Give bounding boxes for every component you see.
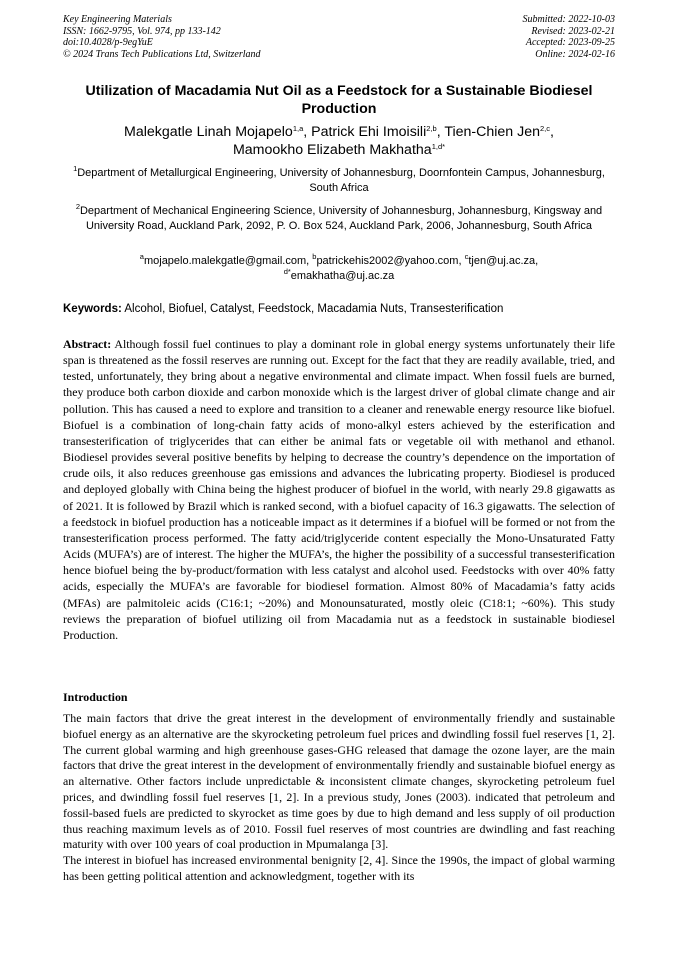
- abstract: [63, 336, 615, 643]
- keywords: [63, 302, 615, 317]
- paragraph: The main factors that drive the great interest in the development of environmentally friendly and sustainable biofuel energy as an alternative are the skyrocketing petroleum fuel prices and dwindling fossil fuel reserves [1, 2]. The current global warming and high greenhouse gases-GHG released that damage the ozone layer, are the main factors that drive the great interest in the development of environmentally friendly and sustainable biofuel energy as an alternative. Other factors include unpredictable & inconsistent climate changes, skyrocketing petroleum fuel prices, and dwindling fossil fuel reserves [1, 2]. In a previous study, Jones (2003). indicated that petroleum and fossil-based fuels are predicted to skyrocket as time goes by due to high demand and less supply of oil production thus reaching maximum levels as of 2010. Fossil fuel reserves of most countries are dwindling and fast reaching maturity with over 100 years of coal production in Mpumalanga [3].: [63, 711, 615, 852]
- author: Patrick Ehi Imoisili$^{2,b}$,: [311, 124, 445, 140]
- journal-info: [63, 14, 261, 60]
- introduction-body: [63, 711, 615, 885]
- revised-date: Revised: 2023-02-21: [531, 25, 615, 37]
- publication-dates: [523, 14, 616, 60]
- doi: doi:10.4028/p-9egYuE: [63, 37, 153, 49]
- abstract-text: Although fossil fuel continues to play a dominant role in global energy systems unfortunately their life span is threatened as the fossil reserves are running out. Except for the fact that they are readily available, tried, and tested, unfortunately, they bring about a negative environmental and climate impact. When fossil fuels are burned, they produce both carbon dioxide and carbon monoxide which is the largest driver of global climate change and air pollution. This has caused a need to explore and transition to a cleaner and renewable energy resource like biofuel. Biofuel is a combination of long-chain fatty acids of mono-alkyl esters achieved by the esterification and transesterification of triglycerides that can either be animal fats or vegetable oil with methanol and ethanol. Biodiesel provides several positive benefits by helping to decrease the country’s dependence on the importation of crude oils, it also reduces greenhouse gas emissions and advances the lubricating property. Biodiesel is produced and deployed globally with China being the highest producer of biofuel in the world, with nearly 29.8 gigawatts as of 2021. It is followed by Brazil which is ranked second, with a biofuel capacity of 16.3 gigawatts. The selection of a feedstock in biofuel production has a noticeable impact as it determines if a biofuel will be formed or not from the transesterification process performed. The fatty acid/triglyceride content especially the Mono-Unsaturated Fatty Acids (MUFA’s) are of interest. The higher the MUFA’s, the higher the possibility of a successful transesterification hence biofuel being the by-product/formation with less catalyst and alcohol used. Feedstocks with over 40% fatty acids, especially the MUFA’s are favorable for biodiesel formation. Almost 80% of Macadamia’s fatty acids (MFAs) are palmitoleic acids (C16:1; ~20%) and Monounsaturated, mostly oleic (C18:1; ~60%). This study reviews the preparation of biofuel utilizing oil from Macadamia nut as a feedstock in sustainable biodiesel Production.: [63, 337, 615, 642]
- email: $^{d*}$emakhatha@uj.ac.za: [283, 266, 395, 282]
- copyright: © 2024 Trans Tech Publications Ltd, Switzerland: [63, 48, 261, 60]
- email: $^b$patrickehis2002@yahoo.com,: [312, 252, 465, 267]
- accepted-date: Accepted: 2023-09-25: [525, 37, 615, 49]
- submitted-date: Submitted: 2022-10-03: [522, 14, 615, 25]
- paper-title: Utilization of Macadamia Nut Oil as a Feedstock for a Sustainable Biodiesel Production: [85, 83, 593, 117]
- online-date: Online: 2024-02-16: [535, 48, 615, 60]
- author: Tien-Chien Jen$^{2,c}$,: [444, 124, 554, 140]
- issn-volume: ISSN: 1662-9795, Vol. 974, pp 133-142: [63, 25, 221, 37]
- author-list: [63, 123, 615, 159]
- paragraph: The interest in biofuel has increased environmental benignity [2, 4]. Since the 1990s, the impact of global warming has been getting political attention and acknowledgment, together with its: [63, 853, 615, 883]
- section-heading-introduction: Introduction: [63, 690, 128, 704]
- keywords-text: Alcohol, Biofuel, Catalyst, Feedstock, Macadamia Nuts, Transesterification: [121, 303, 504, 315]
- author: Malekgatle Linah Mojapelo$^{1,a}$,: [124, 124, 312, 140]
- abstract-label: Abstract:: [63, 337, 112, 351]
- affiliation-1: $^1$Department of Metallurgical Engineering, University of Johannesburg, Doornfontein Campus, Johannesburg, South Africa: [73, 164, 605, 195]
- author-emails: [63, 254, 615, 283]
- keywords-label: Keywords:: [63, 303, 122, 315]
- affiliation-2: $^2$Department of Mechanical Engineering Science, University of Johannesburg, Johannesburg, Kingsway and University Road, Auckland Park, 2092, P. O. Box 524, Auckland Park, 2006, Johannesburg, South Africa: [75, 202, 603, 233]
- journal-name: Key Engineering Materials: [63, 14, 172, 25]
- author: Mamookho Elizabeth Makhatha$^{1,d*}$: [232, 142, 446, 158]
- email: $^c$tjen@uj.ac.za,: [464, 252, 539, 267]
- email: $^a$mojapelo.malekgatle@gmail.com,: [139, 252, 313, 267]
